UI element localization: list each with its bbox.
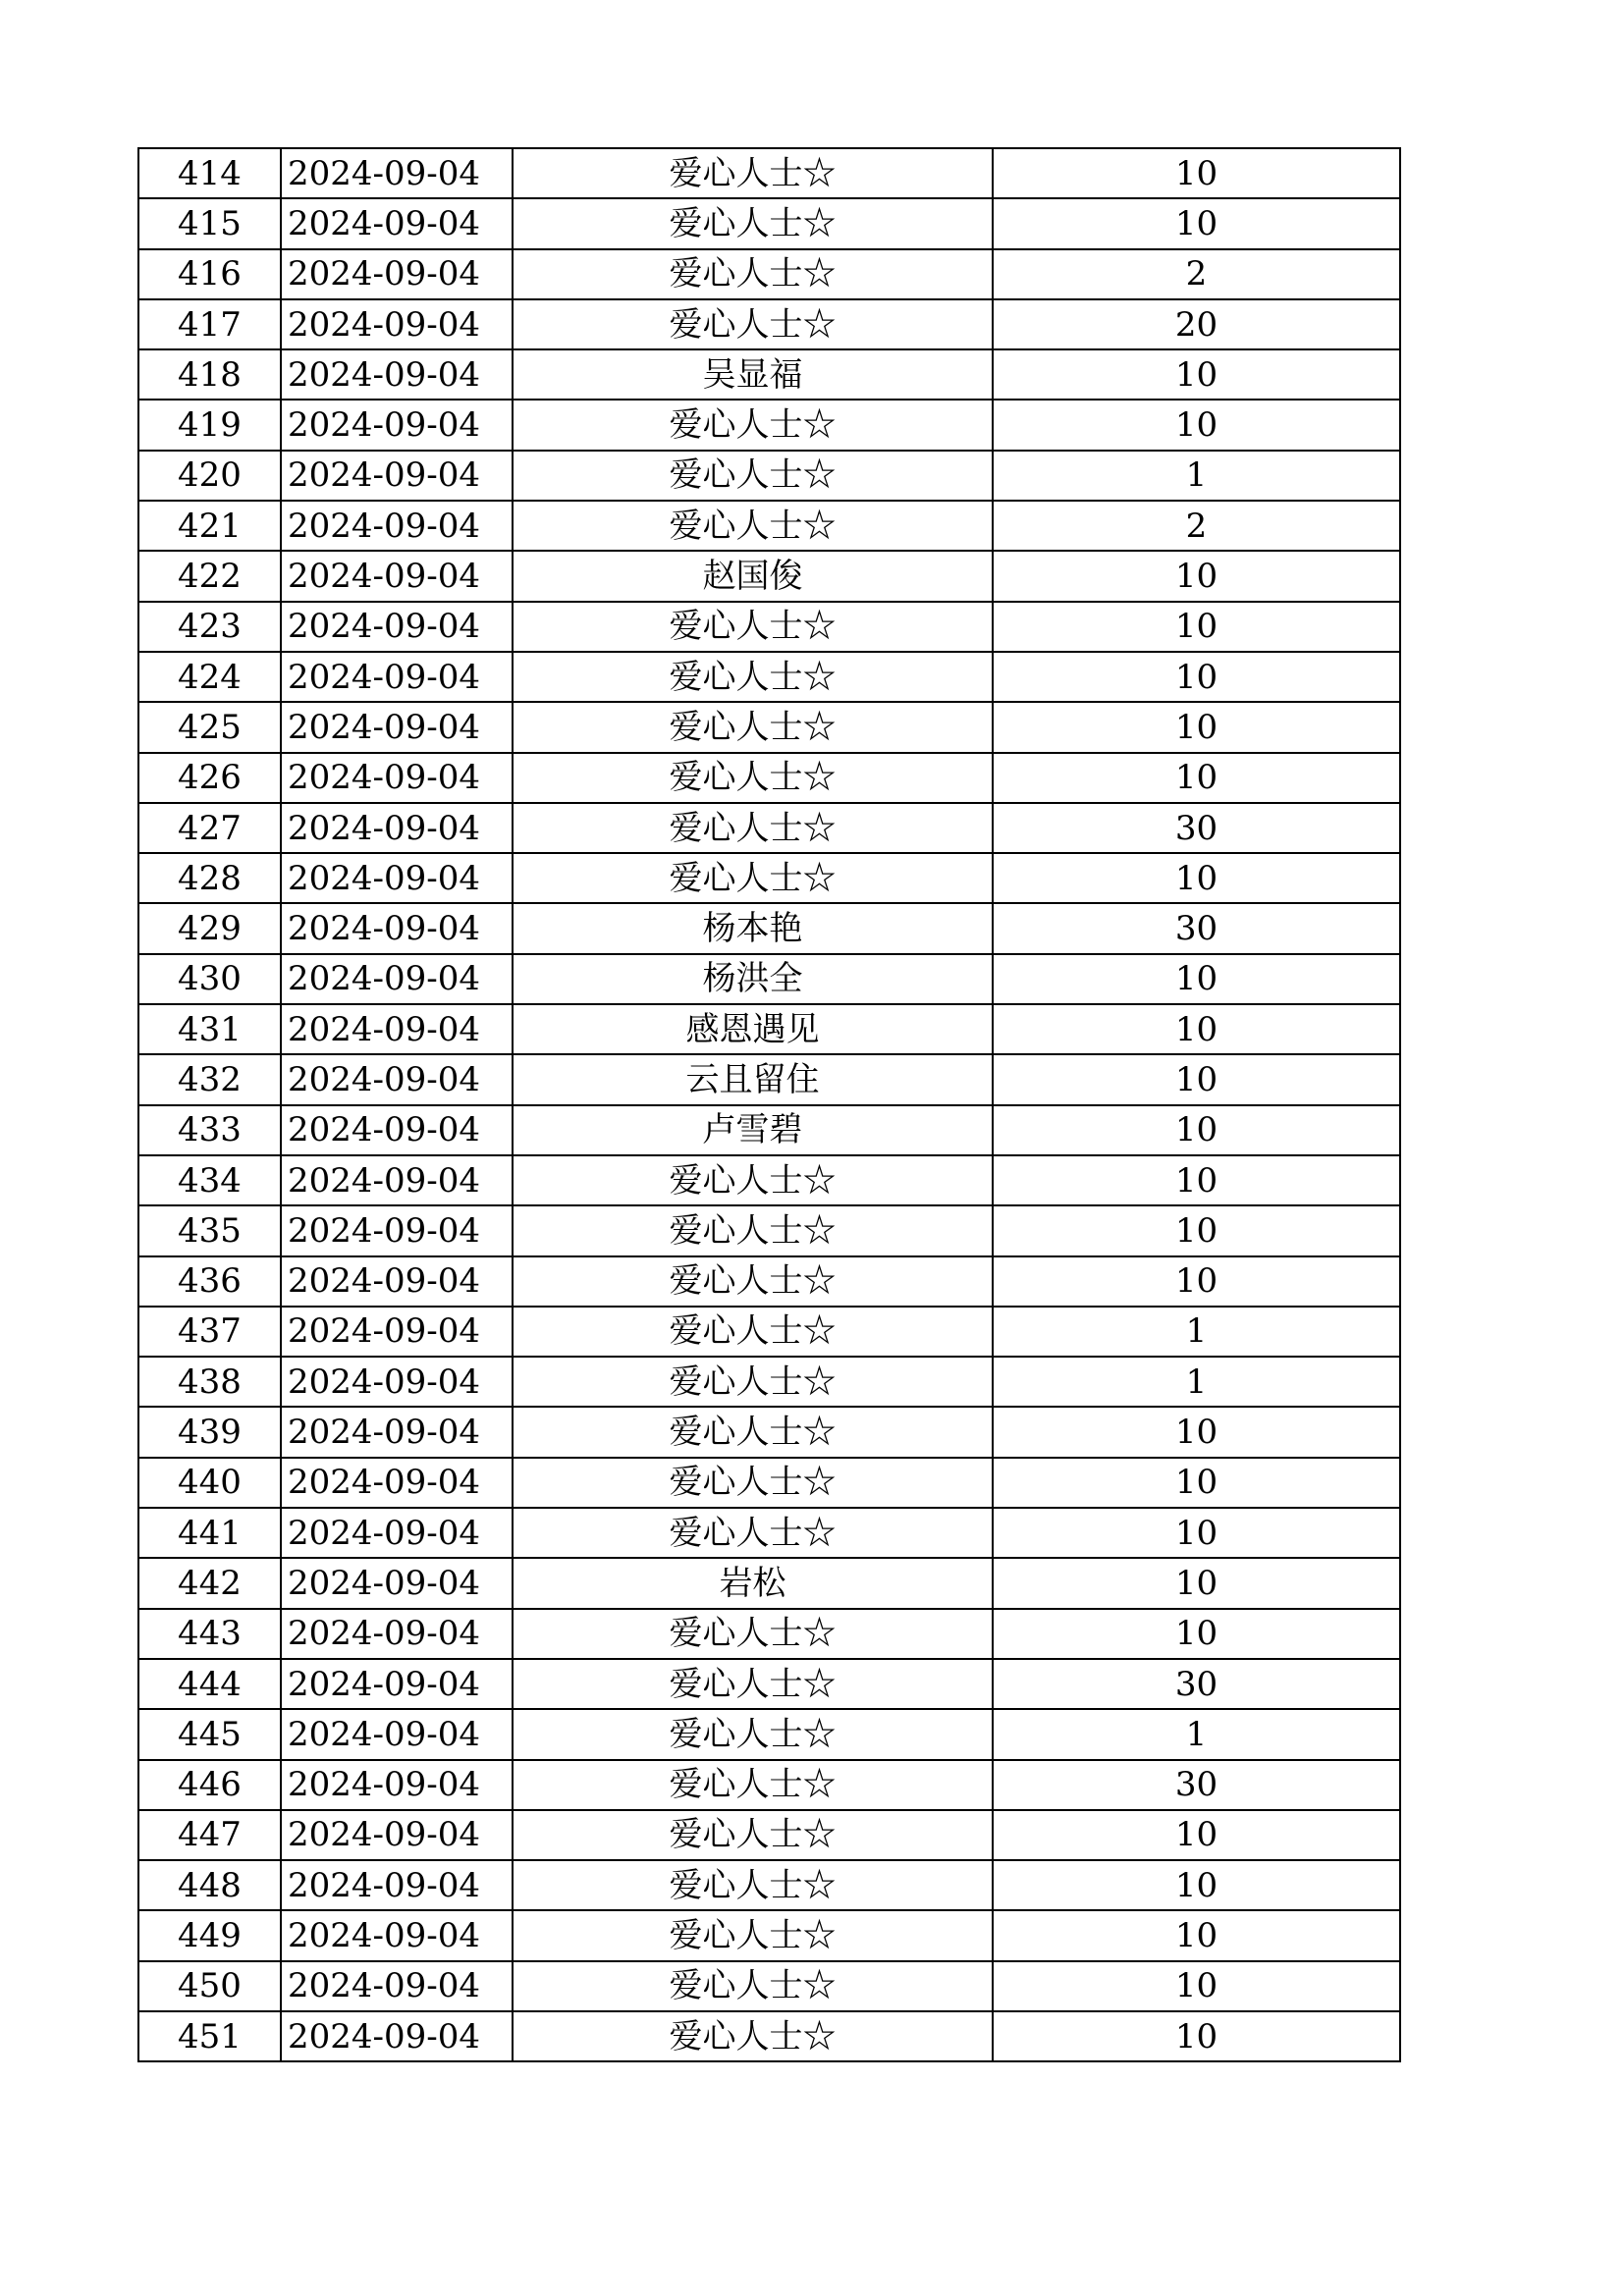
donation-table-body <box>138 148 1400 2061</box>
row-number-cell: 416 <box>138 249 281 299</box>
row-number-cell: 421 <box>138 501 281 551</box>
row-number-cell: 432 <box>138 1054 281 1104</box>
table-row <box>138 299 1400 349</box>
row-number-cell: 417 <box>138 299 281 349</box>
table-row <box>138 652 1400 702</box>
date-cell: 2024-09-04 <box>281 652 513 702</box>
donor-name-cell: 爱心人士☆ <box>513 1407 993 1457</box>
table-row <box>138 1256 1400 1307</box>
donor-name-cell: 爱心人士☆ <box>513 753 993 803</box>
table-row <box>138 501 1400 551</box>
table-row <box>138 349 1400 400</box>
amount-cell: 10 <box>993 753 1400 803</box>
row-number-cell: 441 <box>138 1508 281 1558</box>
row-number-cell: 436 <box>138 1256 281 1307</box>
date-cell: 2024-09-04 <box>281 1307 513 1357</box>
amount-cell: 30 <box>993 1659 1400 1709</box>
donor-name-cell: 爱心人士☆ <box>513 501 993 551</box>
donor-name-cell: 吴显福 <box>513 349 993 400</box>
row-number-cell: 448 <box>138 1860 281 1910</box>
amount-cell: 10 <box>993 1609 1400 1659</box>
donor-name-cell: 爱心人士☆ <box>513 1256 993 1307</box>
date-cell: 2024-09-04 <box>281 451 513 501</box>
table-row <box>138 1205 1400 1255</box>
amount-cell: 10 <box>993 1155 1400 1205</box>
date-cell: 2024-09-04 <box>281 1609 513 1659</box>
row-number-cell: 428 <box>138 853 281 903</box>
table-row <box>138 400 1400 450</box>
table-row <box>138 602 1400 652</box>
date-cell: 2024-09-04 <box>281 1105 513 1155</box>
donor-name-cell: 云且留住 <box>513 1054 993 1104</box>
table-row <box>138 1105 1400 1155</box>
row-number-cell: 430 <box>138 954 281 1004</box>
date-cell: 2024-09-04 <box>281 1961 513 2011</box>
table-row <box>138 1004 1400 1054</box>
row-number-cell: 446 <box>138 1760 281 1810</box>
row-number-cell: 418 <box>138 349 281 400</box>
row-number-cell: 425 <box>138 702 281 752</box>
donor-name-cell: 爱心人士☆ <box>513 702 993 752</box>
row-number-cell: 415 <box>138 198 281 248</box>
donation-table <box>137 147 1401 2062</box>
date-cell: 2024-09-04 <box>281 903 513 953</box>
donor-name-cell: 爱心人士☆ <box>513 602 993 652</box>
donor-name-cell: 爱心人士☆ <box>513 1307 993 1357</box>
amount-cell: 10 <box>993 1205 1400 1255</box>
date-cell: 2024-09-04 <box>281 1407 513 1457</box>
row-number-cell: 439 <box>138 1407 281 1457</box>
amount-cell: 2 <box>993 249 1400 299</box>
table-row <box>138 1810 1400 1860</box>
row-number-cell: 434 <box>138 1155 281 1205</box>
donor-name-cell: 爱心人士☆ <box>513 299 993 349</box>
donor-name-cell: 爱心人士☆ <box>513 2011 993 2061</box>
donor-name-cell: 爱心人士☆ <box>513 1810 993 1860</box>
donor-name-cell: 爱心人士☆ <box>513 1961 993 2011</box>
table-row <box>138 702 1400 752</box>
row-number-cell: 424 <box>138 652 281 702</box>
amount-cell: 1 <box>993 1709 1400 1759</box>
donor-name-cell: 爱心人士☆ <box>513 1609 993 1659</box>
table-row <box>138 954 1400 1004</box>
donor-name-cell: 爱心人士☆ <box>513 400 993 450</box>
table-row <box>138 853 1400 903</box>
table-row <box>138 2011 1400 2061</box>
table-row <box>138 551 1400 601</box>
date-cell: 2024-09-04 <box>281 400 513 450</box>
date-cell: 2024-09-04 <box>281 1357 513 1407</box>
amount-cell: 10 <box>993 1004 1400 1054</box>
donor-name-cell: 爱心人士☆ <box>513 1357 993 1407</box>
date-cell: 2024-09-04 <box>281 349 513 400</box>
donor-name-cell: 爱心人士☆ <box>513 1659 993 1709</box>
donor-name-cell: 爱心人士☆ <box>513 1910 993 1960</box>
date-cell: 2024-09-04 <box>281 1558 513 1608</box>
date-cell: 2024-09-04 <box>281 1054 513 1104</box>
row-number-cell: 450 <box>138 1961 281 2011</box>
donor-name-cell: 杨洪全 <box>513 954 993 1004</box>
date-cell: 2024-09-04 <box>281 1910 513 1960</box>
table-row <box>138 1609 1400 1659</box>
amount-cell: 1 <box>993 451 1400 501</box>
date-cell: 2024-09-04 <box>281 551 513 601</box>
donor-name-cell: 爱心人士☆ <box>513 1458 993 1508</box>
table-row <box>138 803 1400 853</box>
date-cell: 2024-09-04 <box>281 702 513 752</box>
amount-cell: 10 <box>993 702 1400 752</box>
amount-cell: 30 <box>993 1760 1400 1810</box>
amount-cell: 10 <box>993 1054 1400 1104</box>
amount-cell: 10 <box>993 1558 1400 1608</box>
amount-cell: 10 <box>993 1810 1400 1860</box>
amount-cell: 10 <box>993 954 1400 1004</box>
date-cell: 2024-09-04 <box>281 299 513 349</box>
row-number-cell: 433 <box>138 1105 281 1155</box>
donor-name-cell: 爱心人士☆ <box>513 803 993 853</box>
amount-cell: 1 <box>993 1307 1400 1357</box>
table-row <box>138 903 1400 953</box>
amount-cell: 2 <box>993 501 1400 551</box>
donor-name-cell: 爱心人士☆ <box>513 1155 993 1205</box>
amount-cell: 10 <box>993 1508 1400 1558</box>
table-row <box>138 148 1400 198</box>
table-row <box>138 451 1400 501</box>
date-cell: 2024-09-04 <box>281 1004 513 1054</box>
date-cell: 2024-09-04 <box>281 803 513 853</box>
amount-cell: 10 <box>993 551 1400 601</box>
donor-name-cell: 爱心人士☆ <box>513 1860 993 1910</box>
donor-name-cell: 爱心人士☆ <box>513 198 993 248</box>
date-cell: 2024-09-04 <box>281 198 513 248</box>
date-cell: 2024-09-04 <box>281 602 513 652</box>
row-number-cell: 423 <box>138 602 281 652</box>
table-row <box>138 198 1400 248</box>
date-cell: 2024-09-04 <box>281 954 513 1004</box>
amount-cell: 10 <box>993 148 1400 198</box>
date-cell: 2024-09-04 <box>281 1659 513 1709</box>
table-row <box>138 1407 1400 1457</box>
table-row <box>138 1307 1400 1357</box>
donor-name-cell: 爱心人士☆ <box>513 249 993 299</box>
row-number-cell: 440 <box>138 1458 281 1508</box>
donor-name-cell: 爱心人士☆ <box>513 652 993 702</box>
row-number-cell: 449 <box>138 1910 281 1960</box>
donor-name-cell: 感恩遇见 <box>513 1004 993 1054</box>
row-number-cell: 426 <box>138 753 281 803</box>
date-cell: 2024-09-04 <box>281 501 513 551</box>
row-number-cell: 447 <box>138 1810 281 1860</box>
table-row <box>138 753 1400 803</box>
table-row <box>138 1155 1400 1205</box>
row-number-cell: 414 <box>138 148 281 198</box>
donor-name-cell: 爱心人士☆ <box>513 1205 993 1255</box>
amount-cell: 30 <box>993 803 1400 853</box>
row-number-cell: 443 <box>138 1609 281 1659</box>
table-row <box>138 1860 1400 1910</box>
amount-cell: 10 <box>993 349 1400 400</box>
table-row <box>138 1709 1400 1759</box>
table-row <box>138 1760 1400 1810</box>
row-number-cell: 442 <box>138 1558 281 1608</box>
row-number-cell: 445 <box>138 1709 281 1759</box>
amount-cell: 10 <box>993 1407 1400 1457</box>
table-row <box>138 1558 1400 1608</box>
table-row <box>138 1054 1400 1104</box>
row-number-cell: 438 <box>138 1357 281 1407</box>
date-cell: 2024-09-04 <box>281 1810 513 1860</box>
date-cell: 2024-09-04 <box>281 1508 513 1558</box>
donor-name-cell: 爱心人士☆ <box>513 451 993 501</box>
amount-cell: 10 <box>993 1458 1400 1508</box>
amount-cell: 10 <box>993 1256 1400 1307</box>
date-cell: 2024-09-04 <box>281 148 513 198</box>
row-number-cell: 435 <box>138 1205 281 1255</box>
row-number-cell: 437 <box>138 1307 281 1357</box>
amount-cell: 10 <box>993 1860 1400 1910</box>
table-row <box>138 1961 1400 2011</box>
amount-cell: 1 <box>993 1357 1400 1407</box>
row-number-cell: 419 <box>138 400 281 450</box>
amount-cell: 10 <box>993 198 1400 248</box>
donor-name-cell: 卢雪碧 <box>513 1105 993 1155</box>
date-cell: 2024-09-04 <box>281 753 513 803</box>
amount-cell: 10 <box>993 853 1400 903</box>
date-cell: 2024-09-04 <box>281 1760 513 1810</box>
amount-cell: 10 <box>993 400 1400 450</box>
date-cell: 2024-09-04 <box>281 853 513 903</box>
table-row <box>138 1508 1400 1558</box>
date-cell: 2024-09-04 <box>281 1458 513 1508</box>
donor-name-cell: 爱心人士☆ <box>513 148 993 198</box>
donor-name-cell: 岩松 <box>513 1558 993 1608</box>
table-row <box>138 1458 1400 1508</box>
row-number-cell: 427 <box>138 803 281 853</box>
date-cell: 2024-09-04 <box>281 249 513 299</box>
amount-cell: 10 <box>993 1910 1400 1960</box>
donor-name-cell: 爱心人士☆ <box>513 1508 993 1558</box>
row-number-cell: 422 <box>138 551 281 601</box>
amount-cell: 10 <box>993 652 1400 702</box>
date-cell: 2024-09-04 <box>281 1860 513 1910</box>
amount-cell: 10 <box>993 602 1400 652</box>
date-cell: 2024-09-04 <box>281 1256 513 1307</box>
row-number-cell: 420 <box>138 451 281 501</box>
amount-cell: 30 <box>993 903 1400 953</box>
table-row <box>138 249 1400 299</box>
date-cell: 2024-09-04 <box>281 1205 513 1255</box>
date-cell: 2024-09-04 <box>281 1709 513 1759</box>
date-cell: 2024-09-04 <box>281 2011 513 2061</box>
row-number-cell: 451 <box>138 2011 281 2061</box>
amount-cell: 10 <box>993 1105 1400 1155</box>
donor-name-cell: 赵国俊 <box>513 551 993 601</box>
date-cell: 2024-09-04 <box>281 1155 513 1205</box>
amount-cell: 10 <box>993 2011 1400 2061</box>
table-row <box>138 1659 1400 1709</box>
amount-cell: 20 <box>993 299 1400 349</box>
row-number-cell: 431 <box>138 1004 281 1054</box>
row-number-cell: 444 <box>138 1659 281 1709</box>
donor-name-cell: 爱心人士☆ <box>513 853 993 903</box>
row-number-cell: 429 <box>138 903 281 953</box>
donor-name-cell: 爱心人士☆ <box>513 1760 993 1810</box>
donor-name-cell: 爱心人士☆ <box>513 1709 993 1759</box>
amount-cell: 10 <box>993 1961 1400 2011</box>
table-row <box>138 1357 1400 1407</box>
donor-name-cell: 杨本艳 <box>513 903 993 953</box>
table-row <box>138 1910 1400 1960</box>
